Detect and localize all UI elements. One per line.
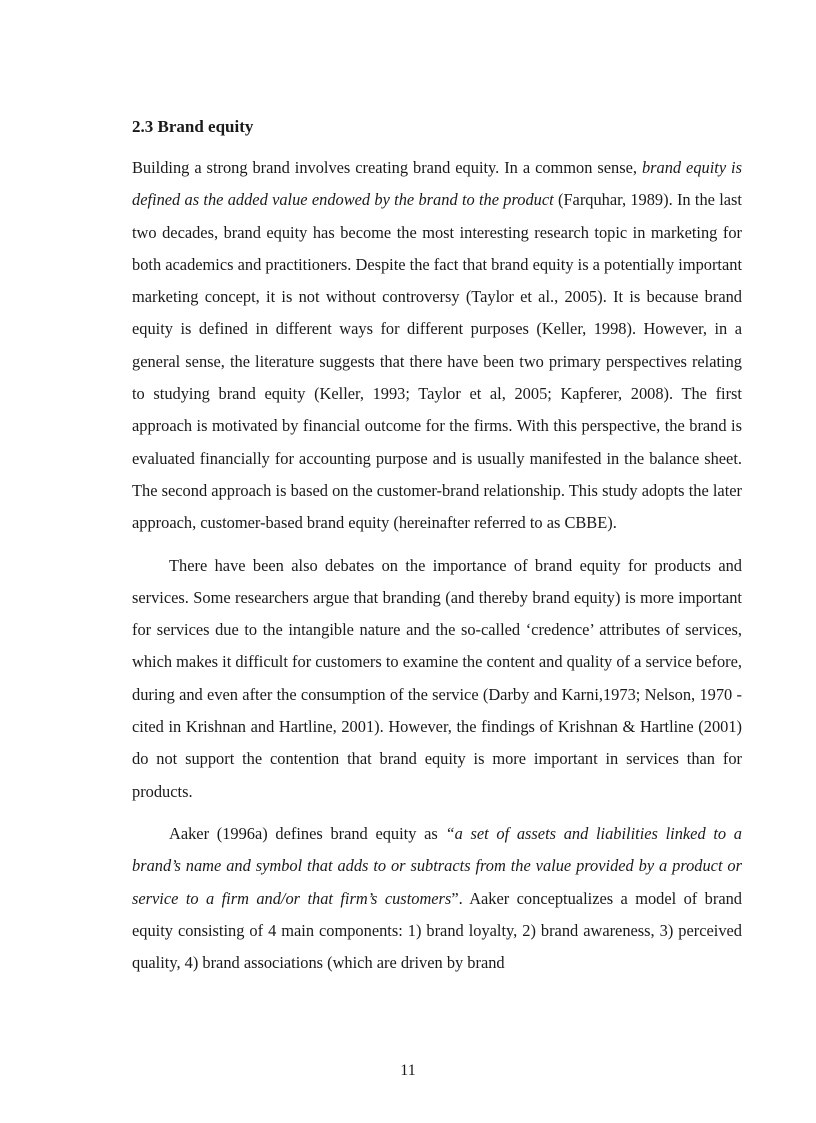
paragraph-1-text-b: (Farquhar, 1989). In the last two decades, brand equity has become the most interesting research topic in marketing for both academics and practitioners. Despite the fact that brand equity is a potentially important marketing concept, it is not without controversy (Taylor et al., 2005). It is because brand equity is defined in different ways for different purposes (Keller, 1998). However, in a general sense, the literature suggests that there have been two primary perspectives relating to studying brand equity (Keller, 1993; Taylor et al, 2005; Kapferer, 2008). The first approach is motivated by financial outcome for the firms. With this perspective, the brand is evaluated financially for accounting purpose and is usually manifested in the balance sheet. The second approach is based on the customer-brand relationship. This study adopts the later approach, customer-based brand equity (hereinafter referred to as CBBE). xyxy=(132,190,742,533)
paragraph-2-text: There have been also debates on the importance of brand equity for products and services. Some researchers argue that branding (and thereby brand equity) is more important for services due to the intangible nature and the so-called ‘credence’ attributes of services, which makes it difficult for customers to examine the content and quality of a service before, during and even after the consumption of the service (Darby and Karni,1973; Nelson, 1970 - cited in Krishnan and Hartline, 2001). However, the findings of Krishnan & Hartline (2001) do not support the contention that brand equity is more important in services than for products. xyxy=(132,555,742,801)
page-number: 11 xyxy=(400,1062,416,1079)
paragraph-3-quote-italic: “a set of assets and liabilities linked to a brand’s name and symbol that adds to or subtracts from the value provided by a product or service to a firm and/or that firm’s customers xyxy=(132,823,742,908)
paragraph-3-text-b: ”. Aaker conceptualizes a model of brand equity consisting of 4 main components: 1) brand loyalty, 2) brand awareness, 3) perceived quality, 4) brand associations (which are driven by brand xyxy=(132,888,742,973)
paragraph-2 xyxy=(132,550,742,808)
paragraph-1-text-a: Building a strong brand involves creating brand equity. In a common sense, xyxy=(132,158,642,177)
paragraph-1 xyxy=(132,152,742,540)
paragraph-3-text-a: Aaker (1996a) defines brand equity as xyxy=(169,823,446,843)
paragraph-3 xyxy=(132,818,742,979)
section-heading: 2.3 Brand equity xyxy=(132,117,254,136)
paragraph-1-definition-italic: brand equity is defined as the added value endowed by the brand to the product xyxy=(132,158,742,210)
body-text xyxy=(132,152,742,979)
